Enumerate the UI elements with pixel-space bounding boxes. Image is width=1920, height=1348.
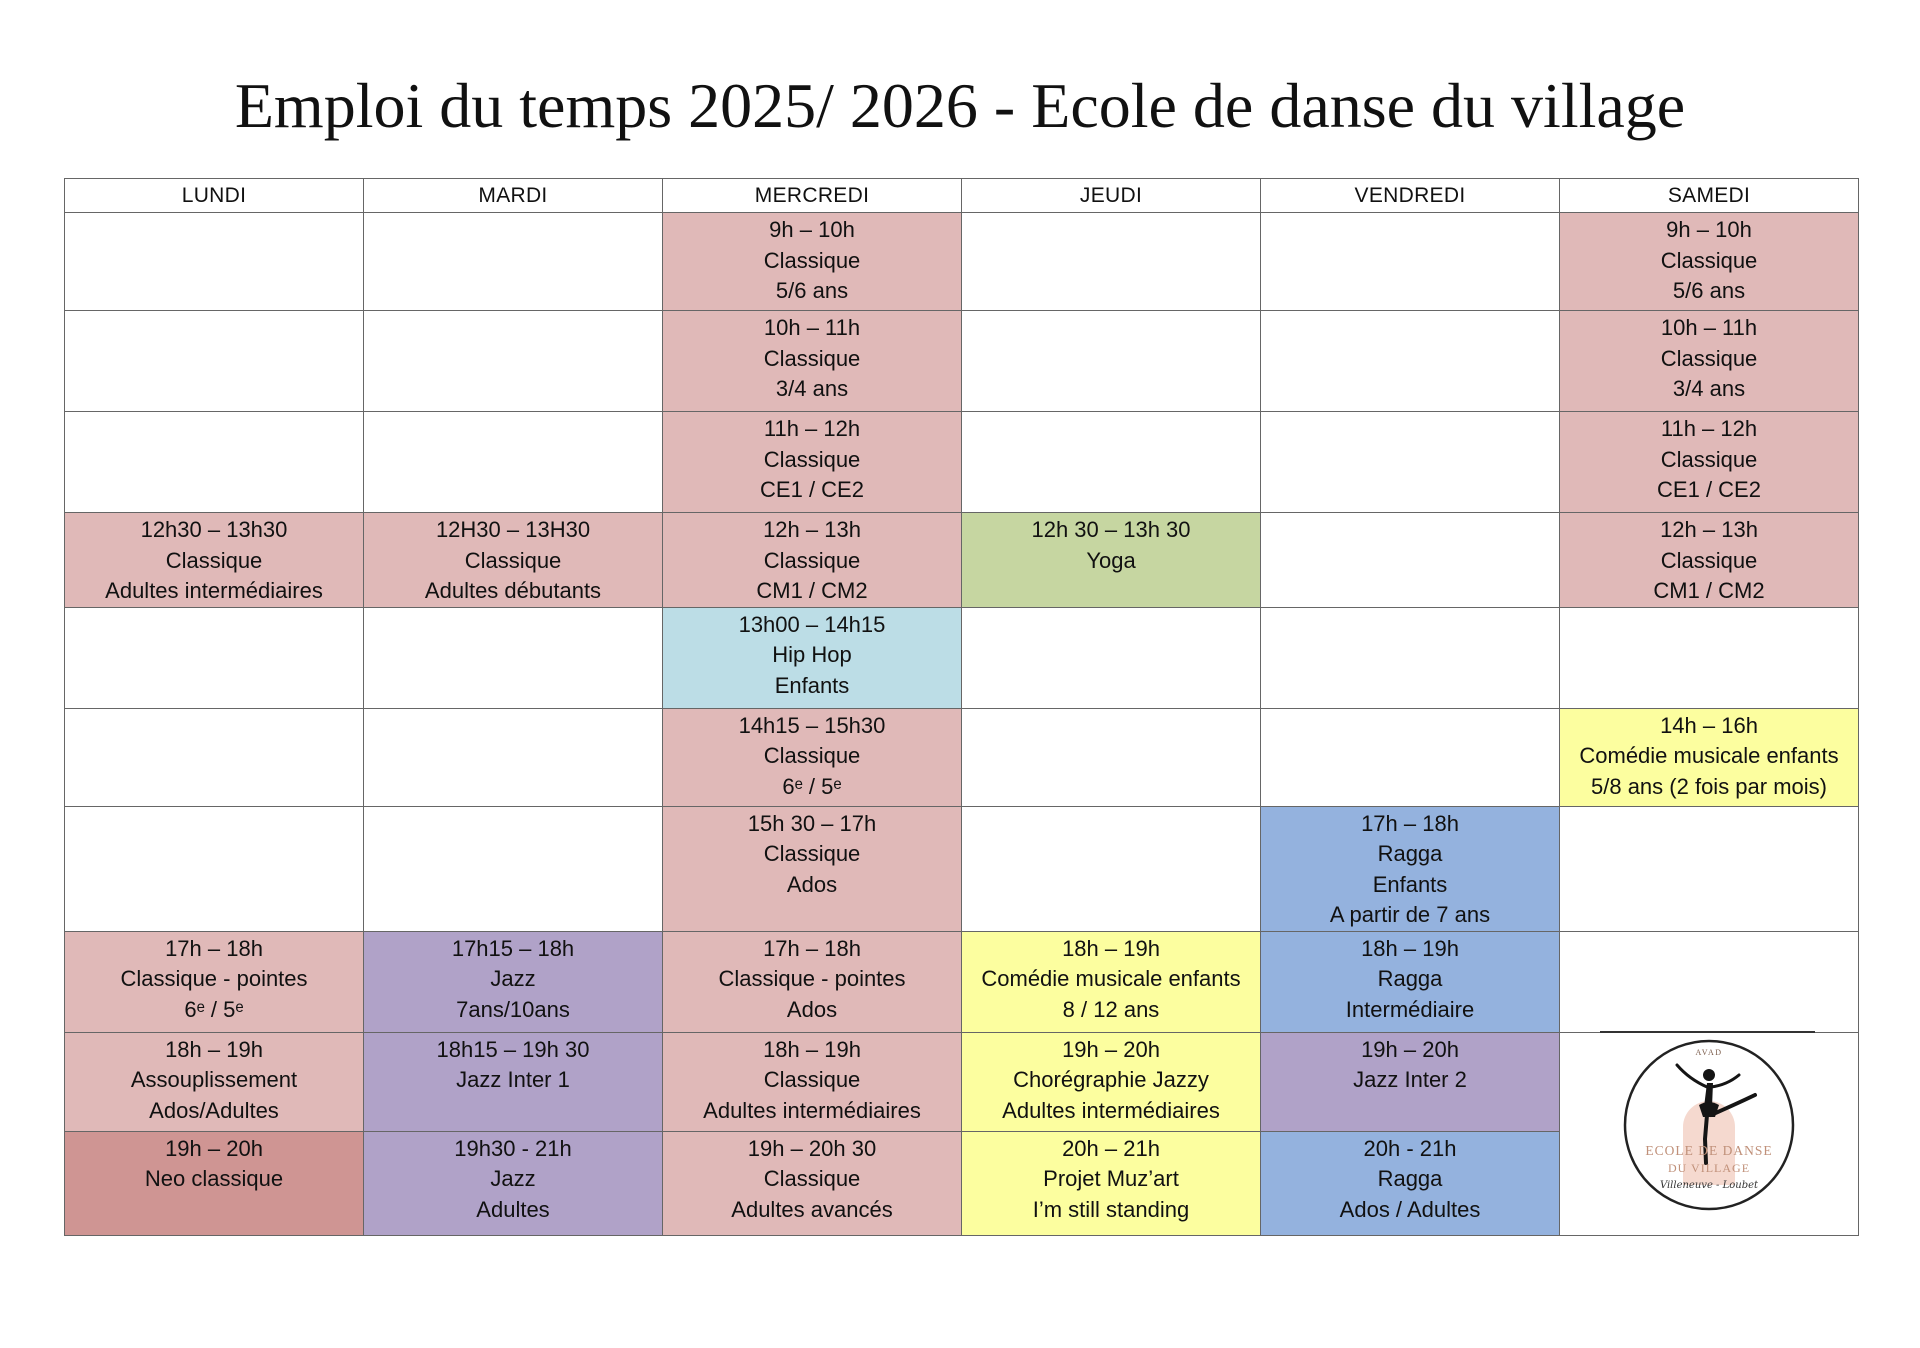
class-detail: Classique [763,247,861,273]
class-time: 17h – 18h [165,935,263,961]
class-time: 18h15 – 19h 30 [436,1036,590,1062]
class-time: 19h30 - 21h [454,1135,572,1161]
day-header-mardi: MARDI [364,179,663,213]
class-time: 18h – 19h [165,1036,263,1062]
empty-slot-samedi [1560,931,1859,1032]
empty-slot-mardi [364,806,663,931]
empty-slot-vendredi [1261,311,1560,412]
empty-slot-vendredi [1261,412,1560,513]
logo-line1: ECOLE DE DANSE [1645,1142,1773,1158]
class-detail: Comédie musicale enfants [1579,743,1839,768]
schedule-table [64,178,1859,1236]
class-detail: Classique [1660,247,1758,273]
class-slot-jeudi [962,1131,1261,1235]
class-detail: 5/6 ans [1672,278,1746,303]
empty-slot-lundi [65,708,364,806]
class-detail: Projet Muz’art [1043,1166,1179,1191]
class-detail: Comédie musicale enfants [981,966,1241,991]
class-time: 11h – 12h [763,416,861,441]
class-time: 14h – 16h [1660,712,1758,738]
class-time: 13h00 – 14h15 [738,611,886,637]
class-slot-samedi [1560,213,1859,311]
class-detail: 8 / 12 ans [1062,996,1160,1022]
class-time: 9h – 10h [769,217,855,242]
schedule-row [65,513,1859,608]
schedule-body [65,213,1859,1236]
class-time: 12h – 13h [763,517,861,542]
empty-slot-vendredi [1261,213,1560,311]
class-detail: Neo classique [144,1166,284,1191]
class-detail: Ados [786,871,838,897]
class-detail: Ados [786,996,838,1022]
class-time: 18h – 19h [1062,935,1160,961]
class-slot-mardi [364,513,663,608]
class-detail: Classique [763,743,861,768]
class-slot-mercredi [663,1032,962,1131]
empty-slot-samedi [1560,806,1859,931]
class-slot-samedi [1560,513,1859,608]
class-detail: Enfants [774,672,850,698]
class-detail: Adultes intermédiaires [703,1097,921,1123]
class-time: 12h – 13h [1660,517,1758,542]
class-detail: Adultes intermédiaires [1002,1097,1220,1123]
class-slot-samedi [1560,708,1859,806]
class-slot-vendredi [1261,806,1560,931]
class-slot-mercredi [663,213,962,311]
class-detail: CE1 / CE2 [1657,477,1761,502]
class-time: 17h15 – 18h [451,935,575,961]
day-header-jeudi: JEUDI [962,179,1261,213]
class-detail: 3/4 ans [775,376,849,401]
class-detail: Adultes intermédiaires [105,578,323,603]
class-detail: A partir de 7 ans [1329,902,1491,927]
class-detail: Classique [763,1166,861,1191]
class-slot-samedi [1560,412,1859,513]
empty-slot-lundi [65,806,364,931]
class-time: 10h – 11h [1660,315,1758,340]
class-time: 19h – 20h [1062,1036,1160,1062]
class-detail: 5/8 ans (2 fois par mois) [1591,773,1827,799]
class-slot-jeudi [962,513,1261,608]
class-time: 12h 30 – 13h 30 [1031,517,1191,542]
class-time: 15h 30 – 17h [747,810,877,836]
class-slot-mardi [364,1032,663,1131]
empty-slot-mardi [364,607,663,708]
class-time: 12h30 – 13h30 [140,517,288,542]
class-detail: Ragga [1377,841,1443,866]
class-time: 17h – 18h [1361,810,1459,836]
school-logo-cell [1560,1032,1859,1235]
class-slot-vendredi [1261,1032,1560,1131]
class-slot-mercredi [663,513,962,608]
class-detail: Ragga [1377,1166,1443,1191]
class-detail: Classique [763,446,861,472]
class-detail: I’m still standing [1032,1196,1190,1222]
empty-slot-lundi [65,412,364,513]
class-slot-vendredi [1261,1131,1560,1235]
class-detail: Classique - pointes [120,966,308,991]
class-detail: Classique [165,547,263,573]
schedule-row [65,412,1859,513]
class-detail: Classique - pointes [718,966,906,991]
class-detail: Adultes avancés [731,1196,893,1222]
class-detail: Jazz [490,1166,536,1191]
empty-slot-lundi [65,311,364,412]
empty-slot-mardi [364,412,663,513]
class-slot-mardi [364,1131,663,1235]
class-detail: Ados / Adultes [1339,1196,1481,1222]
class-slot-mercredi [663,806,962,931]
schedule-row [65,311,1859,412]
logo-top-rule [1600,1031,1815,1033]
class-detail: Yoga [1086,547,1136,573]
empty-slot-lundi [65,607,364,708]
class-detail: Jazz Inter 2 [1353,1067,1467,1092]
class-detail: 7ans/10ans [456,996,570,1022]
class-slot-lundi [65,1131,364,1235]
class-slot-mercredi [663,412,962,513]
class-detail: Chorégraphie Jazzy [1013,1067,1209,1092]
empty-slot-mardi [364,213,663,311]
logo-signature: Villeneuve - Loubet [1659,1179,1759,1191]
class-slot-mercredi [663,311,962,412]
class-slot-lundi [65,513,364,608]
class-time: 12H30 – 13H30 [435,517,591,542]
class-slot-lundi [65,931,364,1032]
class-time: 19h – 20h 30 [747,1135,877,1161]
class-detail: Ados/Adultes [149,1097,279,1123]
class-detail: Classique [763,841,861,866]
schedule-row [65,1032,1859,1131]
logo-top-text: AVAD [1695,1047,1723,1057]
class-detail: Jazz [490,966,536,991]
empty-slot-vendredi [1261,513,1560,608]
class-time: 20h - 21h [1363,1135,1457,1161]
class-detail: Classique [763,345,861,371]
class-slot-mardi [364,931,663,1032]
schedule-row [65,931,1859,1032]
class-detail: Assouplissement [130,1067,298,1092]
class-slot-samedi [1560,311,1859,412]
class-detail: Classique [1660,345,1758,371]
empty-slot-jeudi [962,708,1261,806]
class-detail: CM1 / CM2 [756,578,868,603]
empty-slot-vendredi [1261,607,1560,708]
class-slot-mercredi [663,607,962,708]
class-time: 20h – 21h [1062,1135,1160,1161]
class-detail: Jazz Inter 1 [456,1067,570,1092]
empty-slot-jeudi [962,806,1261,931]
class-time: 9h – 10h [1666,217,1752,242]
class-detail: 5/6 ans [775,278,849,303]
class-detail: 6ᵉ / 5ᵉ [782,773,842,799]
class-detail: Enfants [1372,871,1448,897]
empty-slot-mardi [364,708,663,806]
day-header-lundi: LUNDI [65,179,364,213]
schedule-row [65,213,1859,311]
school-logo [1619,1035,1799,1215]
class-slot-mercredi [663,1131,962,1235]
schedule-row [65,806,1859,931]
class-slot-mercredi [663,708,962,806]
class-time: 17h – 18h [763,935,861,961]
day-header-samedi: SAMEDI [1560,179,1859,213]
class-slot-lundi [65,1032,364,1131]
empty-slot-vendredi [1261,708,1560,806]
empty-slot-jeudi [962,311,1261,412]
class-detail: Intermédiaire [1345,996,1475,1022]
class-detail: Classique [464,547,562,573]
class-time: 19h – 20h [1361,1036,1459,1062]
class-time: 11h – 12h [1660,416,1758,441]
class-detail: Classique [1660,547,1758,573]
page-title: Emploi du temps 2025/ 2026 - Ecole de danse du village [234,70,1686,141]
class-detail: Classique [763,1067,861,1092]
class-slot-mercredi [663,931,962,1032]
class-slot-jeudi [962,931,1261,1032]
class-time: 14h15 – 15h30 [738,712,886,738]
class-slot-jeudi [962,1032,1261,1131]
class-time: 10h – 11h [763,315,861,340]
class-detail: Ragga [1377,966,1443,991]
class-detail: 6ᵉ / 5ᵉ [184,996,244,1022]
empty-slot-jeudi [962,412,1261,513]
class-detail: CE1 / CE2 [760,477,864,502]
class-detail: Classique [763,547,861,573]
class-detail: Adultes débutants [424,578,602,603]
class-time: 18h – 19h [1361,935,1459,961]
class-detail: Hip Hop [772,642,852,667]
empty-slot-lundi [65,213,364,311]
empty-slot-jeudi [962,607,1261,708]
day-header-row [65,179,1859,213]
class-detail: Adultes [476,1196,550,1222]
day-header-vendredi: VENDREDI [1261,179,1560,213]
class-time: 18h – 19h [763,1036,861,1062]
class-detail: 3/4 ans [1672,376,1746,401]
day-header-mercredi: MERCREDI [663,179,962,213]
class-detail: CM1 / CM2 [1653,578,1765,603]
empty-slot-mardi [364,311,663,412]
logo-line2: DU VILLAGE [1667,1160,1751,1175]
empty-slot-samedi [1560,607,1859,708]
class-time: 19h – 20h [165,1135,263,1161]
class-detail: Classique [1660,446,1758,472]
class-slot-vendredi [1261,931,1560,1032]
schedule-row [65,708,1859,806]
schedule-row [65,607,1859,708]
empty-slot-jeudi [962,213,1261,311]
